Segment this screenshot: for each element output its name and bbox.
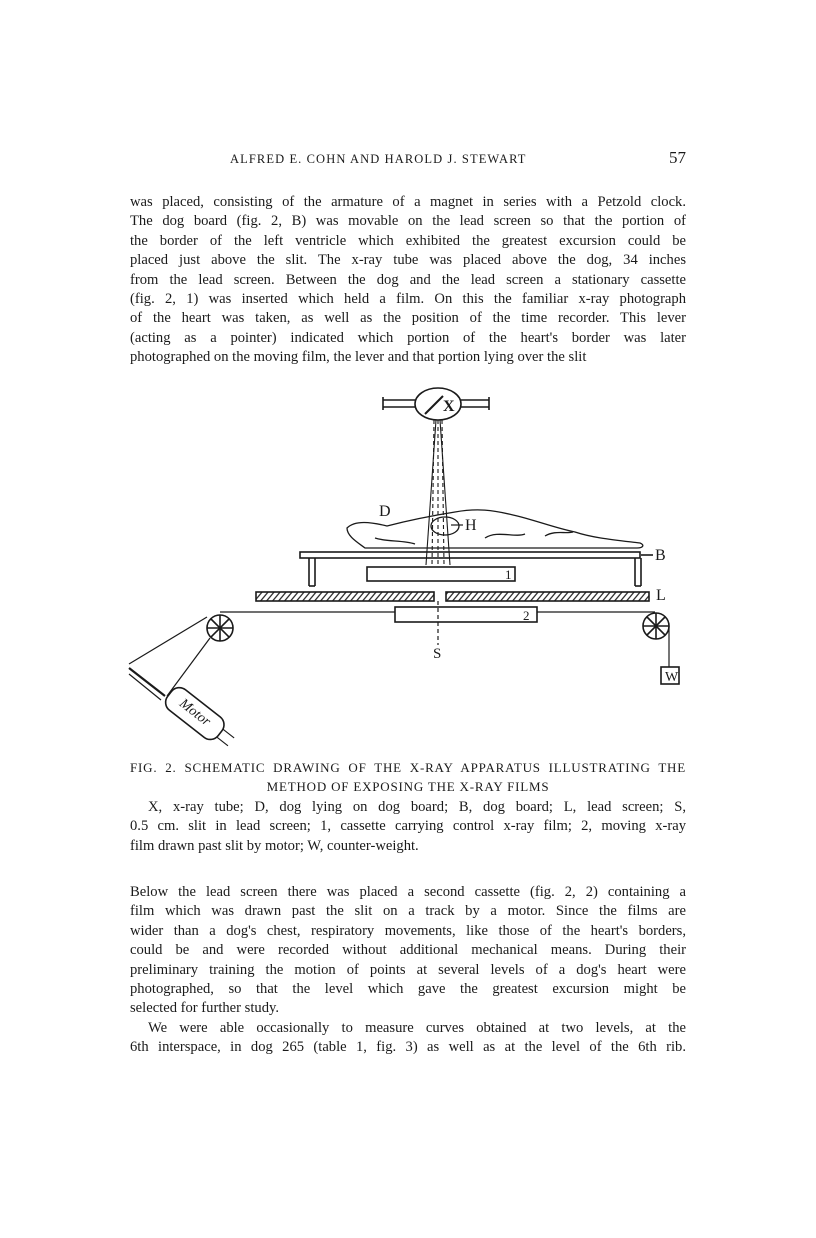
text-line: could be and were recorded without additional mechanical means. During their bbox=[130, 942, 686, 959]
dog-outline bbox=[347, 510, 643, 548]
figure-legend bbox=[130, 798, 686, 856]
legend-line: X, x-ray tube; D, dog lying on dog board; B, dog board; L, lead screen; S, bbox=[148, 799, 686, 815]
paragraph-3 bbox=[130, 1019, 686, 1058]
xray-tube bbox=[383, 388, 489, 420]
text-line: We were able occasionally to measure curves obtained at two levels, at the bbox=[148, 1020, 686, 1036]
label-l: L bbox=[656, 587, 666, 604]
label-h: H bbox=[465, 517, 477, 534]
label-1: 1 bbox=[505, 567, 512, 582]
left-pulley bbox=[207, 615, 233, 641]
text-line: the border of the left ventricle which exhibited the greatest excursion could be bbox=[130, 232, 686, 249]
text-line: from the lead screen. Between the dog and the lead screen a stationary cassette bbox=[130, 271, 686, 288]
text-line: photographed on the moving film, the lever and that portion lying over the slit bbox=[130, 349, 587, 366]
page-number: 57 bbox=[669, 148, 686, 167]
text-line: The dog board (fig. 2, B) was movable on the lead screen so that the portion of bbox=[130, 213, 686, 230]
caption-line: FIG. 2. SCHEMATIC DRAWING OF THE X-RAY APPARATUS ILLUSTRATING THE bbox=[130, 760, 686, 775]
text-line: placed just above the slit. The x-ray tube was placed above the dog, 34 inches bbox=[130, 252, 686, 269]
cassette-1 bbox=[367, 567, 515, 581]
running-head: ALFRED E. COHN AND HAROLD J. STEWART bbox=[230, 152, 527, 166]
right-pulley bbox=[643, 613, 669, 639]
text-line: of the heart was taken, as well as the position of the time recorder. This lever bbox=[130, 310, 686, 327]
paragraph-1 bbox=[130, 193, 686, 368]
label-x: X bbox=[443, 398, 455, 415]
legend-line: film drawn past slit by motor; W, counter-weight. bbox=[130, 837, 419, 854]
legend-line: 0.5 cm. slit in lead screen; 1, cassette carrying control x-ray film; 2, moving x-ray bbox=[130, 818, 686, 835]
text-line: preliminary training the motion of points at several levels of a dog's heart were bbox=[130, 961, 686, 978]
caption-line: METHOD OF EXPOSING THE X-RAY FILMS bbox=[266, 779, 550, 794]
cassette-2 bbox=[395, 607, 537, 622]
label-w: W bbox=[665, 670, 679, 685]
xray-beam bbox=[426, 420, 450, 565]
lead-screen bbox=[256, 592, 649, 601]
text-line: was placed, consisting of the armature of a magnet in series with a Petzold clock. bbox=[130, 194, 686, 210]
text-line: wider than a dog's chest, respiratory movements, like those of the heart's borders, bbox=[130, 922, 686, 939]
label-motor: Motor bbox=[176, 696, 214, 730]
text-line: film which was drawn past the slit on a track by a motor. Since the films are bbox=[130, 903, 686, 920]
label-s: S bbox=[433, 646, 442, 662]
page-header bbox=[130, 150, 686, 172]
figure-caption-title bbox=[130, 758, 686, 796]
figure-xray-apparatus bbox=[125, 380, 695, 755]
label-2: 2 bbox=[523, 608, 530, 623]
text-line: (acting as a pointer) indicated which portion of the heart's border was later bbox=[130, 329, 686, 346]
label-d: D bbox=[379, 503, 391, 520]
label-b: B bbox=[655, 547, 666, 564]
apparatus-diagram bbox=[125, 380, 695, 755]
text-line: Below the lead screen there was placed a second cassette (fig. 2, 2) containing a bbox=[130, 884, 686, 900]
paragraph-2 bbox=[130, 883, 686, 1019]
text-line: photographed, so that the level which gave the greatest excursion might be bbox=[130, 981, 686, 998]
text-line: selected for further study. bbox=[130, 1000, 279, 1017]
text-line: (fig. 2, 1) was inserted which held a film. On this the familiar x-ray photograph bbox=[130, 291, 686, 308]
text-line: 6th interspace, in dog 265 (table 1, fig. 3) as well as at the level of the 6th rib. bbox=[130, 1039, 686, 1056]
